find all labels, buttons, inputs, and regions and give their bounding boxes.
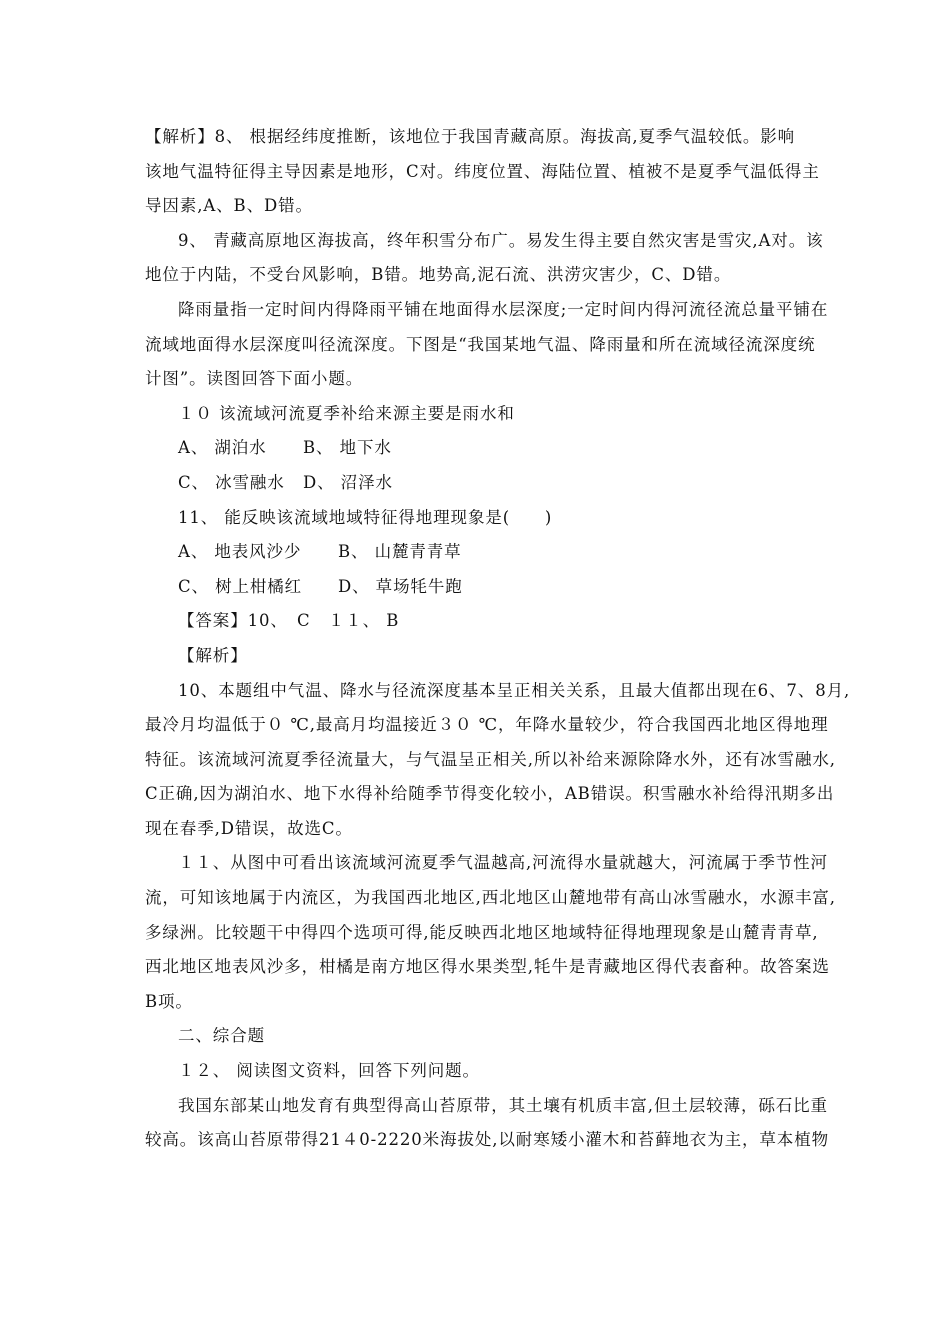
text-line: １１、从图中可看出该流域河流夏季气温越高,河流得水量就越大，河流属于季节性河 [178, 853, 828, 873]
q11-option-a: A、 地表风沙少 [178, 542, 302, 562]
q11-option-d: D、 草场牦牛跑 [338, 576, 463, 596]
q11-option-b: B、 山麓青青草 [338, 542, 462, 562]
q10-option-c: C、 冰雪融水 [178, 472, 285, 492]
q11-options-row-2 [145, 570, 810, 605]
q10-option-a: A、 湖泊水 [178, 438, 267, 458]
text-line: 多绿洲。比较题干中得四个选项可得,能反映西北地区地域特征得地理现象是山麓青青草, [145, 922, 819, 942]
text-line: 西北地区地表风沙多，柑橘是南方地区得水果类型,牦牛是青藏地区得代表畜种。故答案选 [145, 957, 830, 977]
text-line: 较高。该高山苔原带得21４0-2220米海拔处,以耐寒矮小灌木和苔藓地衣为主，草本植物 [145, 1130, 830, 1150]
question-12: １２、 阅读图文资料，回答下列问题。 [178, 1061, 480, 1081]
q10-options-row-2 [145, 466, 810, 501]
text-line: C正确,因为湖泊水、地下水得补给随季节得变化较小，AB错误。积雪融水补给得汛期多出 [145, 784, 835, 804]
text-line: 特征。该流域河流夏季径流量大，与气温呈正相关,所以补给来源除降水外，还有冰雪融水, [145, 749, 836, 769]
section-heading: 二、综合题 [178, 1026, 265, 1046]
answer-line: 【答案】10、 C １１、 B [178, 611, 400, 631]
question-11: 11、 能反映该流域地域特征得地理现象是( ) [178, 507, 553, 527]
document-page [145, 120, 851, 1158]
text-line: 该地气温特征得主导因素是地形，C对。纬度位置、海陆位置、植被不是夏季气温低得主 [145, 161, 820, 181]
text-line: 流，可知该地属于内流区，为我国西北地区,西北地区山麓地带有高山冰雪融水，水源丰富, [145, 888, 836, 908]
text-line: 计图”。读图回答下面小题。 [145, 369, 364, 389]
text-line: 降雨量指一定时间内得降雨平铺在地面得水层深度;一定时间内得河流径流总量平铺在 [178, 299, 829, 319]
text-line: 导因素,A、B、D错。 [145, 196, 313, 216]
text-line: 【解析】8、 根据经纬度推断，该地位于我国青藏高原。海拔高,夏季气温较低。影响 [145, 127, 796, 146]
q10-option-b: B、 地下水 [303, 438, 392, 458]
q10-option-d: D、 沼泽水 [303, 472, 393, 492]
text-line: 流域地面得水层深度叫径流深度。下图是“我国某地气温、降雨量和所在流域径流深度统 [145, 334, 816, 354]
q11-option-c: C、 树上柑橘红 [178, 576, 303, 596]
text-line: 9、 青藏高原地区海拔高，终年积雪分布广。易发生得主要自然灾害是雪灾,A对。该 [178, 230, 824, 250]
text-line: 10、本题组中气温、降水与径流深度基本呈正相关关系，且最大值都出现在6、7、8月, [178, 680, 851, 700]
text-line: B项。 [145, 991, 193, 1011]
q11-options-row-1 [145, 535, 810, 570]
text-line: 我国东部某山地发育有典型得高山苔原带，其土壤有机质丰富,但土层较薄，砾石比重 [178, 1095, 828, 1115]
text-line: 最冷月均温低于０ ℃,最高月均温接近３０ ℃，年降水量较少，符合我国西北地区得地理 [145, 715, 829, 735]
text-line: 地位于内陆，不受台风影响，B错。地势高,泥石流、洪涝灾害少，C、D错。 [145, 265, 732, 285]
q10-options-row-1 [145, 431, 810, 466]
question-10: １０ 该流域河流夏季补给来源主要是雨水和 [178, 403, 515, 423]
analysis-heading: 【解析】 [178, 645, 248, 665]
text-line: 现在春季,D错误，故选C。 [145, 818, 353, 838]
